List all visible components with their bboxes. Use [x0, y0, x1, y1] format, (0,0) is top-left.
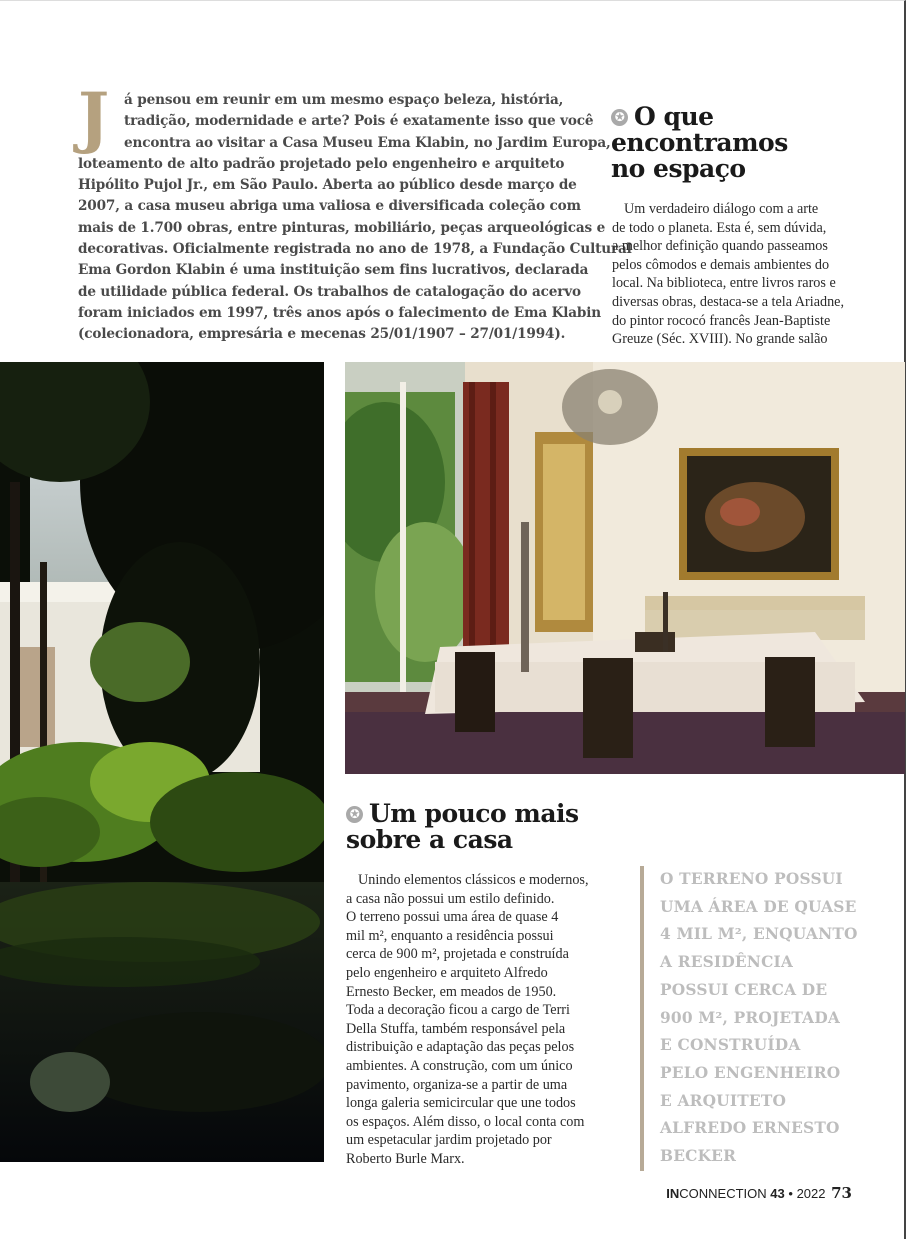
section2-body	[346, 871, 592, 1169]
pull-quote-line: ALFREDO ERNESTO	[660, 1119, 840, 1138]
intro-paragraph	[78, 90, 632, 346]
section-title-line: no espaço	[611, 154, 746, 183]
body-line: Toda a decoração ficou a cargo de Terri	[346, 1002, 570, 1019]
issue-number: 43	[770, 1186, 785, 1201]
body-line: diversas obras, destaca-se a tela Ariadne,	[612, 293, 845, 310]
body-line: cerca de 900 m², projetada e construída	[346, 946, 569, 963]
body-line: Unindo elementos clássicos e modernos,	[358, 872, 589, 888]
section-title-um-pouco-mais	[346, 801, 626, 853]
drop-cap: J	[78, 78, 110, 156]
section1-body	[612, 200, 882, 349]
brand-name: CONNECTION	[679, 1186, 767, 1201]
intro-line: de utilidade pública federal. Os trabalhos de catalogação do acervo	[78, 283, 581, 300]
pull-quote-line: 4 MIL M², ENQUANTO	[660, 925, 858, 944]
intro-line: tradição, modernidade e arte? Pois é exatamente isso que você	[124, 113, 594, 130]
intro-line: decorativas. Oficialmente registrada no ano de 1978, a Fundação Cultural	[78, 241, 632, 258]
pull-quote	[640, 866, 900, 1171]
body-line: ambientes. A construção, com um único	[346, 1057, 573, 1074]
section-title-line: O que	[634, 102, 714, 131]
star-bullet-icon: ✪	[611, 109, 628, 126]
intro-line: á pensou em reunir em um mesmo espaço beleza, história,	[124, 92, 564, 108]
pull-quote-line: UMA ÁREA DE QUASE	[660, 897, 857, 916]
intro-line: Hipólito Pujol Jr., em São Paulo. Aberta ao público desde março de	[78, 177, 577, 194]
body-line: Um verdadeiro diálogo com a arte	[624, 201, 819, 217]
body-line: distribuição e adaptação das peças pelos	[346, 1039, 575, 1056]
body-line: a melhor definição quando passeamos	[612, 238, 828, 255]
body-line: pelos cômodos e demais ambientes do	[612, 256, 830, 273]
star-bullet-icon: ✪	[346, 806, 363, 823]
body-line: Della Stuffa, também responsável pela	[346, 1020, 566, 1037]
body-line: Roberto Burle Marx.	[346, 1150, 465, 1167]
issue-year: 2022	[796, 1186, 826, 1201]
page-footer	[666, 1184, 852, 1202]
body-line: local. Na biblioteca, entre livros raros e	[612, 275, 836, 292]
intro-line: foram iniciados em 1997, três anos após o falecimento de Ema Klabin	[78, 304, 602, 321]
pull-quote-line: A RESIDÊNCIA	[660, 953, 794, 972]
intro-line: mais de 1.700 obras, entre pinturas, mobiliário, peças arqueológicas e	[78, 219, 606, 236]
pull-quote-line: PELO ENGENHEIRO	[660, 1063, 841, 1082]
body-line: de todo o planeta. Esta é, sem dúvida,	[612, 219, 827, 236]
footer-separator: •	[788, 1186, 793, 1201]
garden-photo	[0, 362, 324, 1162]
body-line: Ernesto Becker, em meados de 1950.	[346, 983, 557, 1000]
body-line: pavimento, organiza-se a partir de uma	[346, 1076, 568, 1093]
body-line: a casa não possui um estilo definido.	[346, 890, 555, 907]
pull-quote-line: 900 M², PROJETADA	[660, 1008, 841, 1027]
intro-line: loteamento de alto padrão projetado pelo engenheiro e arquiteto	[78, 155, 565, 172]
section-title-o-que-encontramos	[611, 104, 891, 182]
section-title-line: Um pouco mais	[369, 799, 579, 828]
body-line: mil m², enquanto a residência possui	[346, 927, 554, 944]
intro-line: (colecionadora, empresária e mecenas 25/01/1907 – 27/01/1994).	[78, 326, 566, 343]
section-title-line: encontramos	[611, 128, 788, 157]
intro-line: Ema Gordon Klabin é uma instituição sem fins lucrativos, declarada	[78, 262, 589, 279]
brand-prefix: IN	[666, 1186, 680, 1201]
dining-room-photo	[345, 362, 905, 774]
pull-quote-line: POSSUI CERCA DE	[660, 980, 828, 999]
body-line: os espaços. Além disso, o local conta com	[346, 1113, 585, 1130]
body-line: um espetacular jardim projetado por	[346, 1132, 552, 1149]
body-line: O terreno possui uma área de quase 4	[346, 909, 559, 926]
section-title-line: sobre a casa	[346, 825, 513, 854]
pull-quote-line: BECKER	[660, 1147, 737, 1166]
page-number: 73	[831, 1184, 852, 1202]
intro-line: 2007, a casa museu abriga uma valiosa e diversificada coleção com	[78, 198, 581, 215]
pull-quote-line: E ARQUITETO	[660, 1091, 787, 1110]
body-line: do pintor rococó francês Jean-Baptiste	[612, 312, 831, 329]
pull-quote-line: E CONSTRUÍDA	[660, 1036, 801, 1055]
body-line: pelo engenheiro e arquiteto Alfredo	[346, 964, 548, 981]
body-line: longa galeria semicircular que une todos	[346, 1095, 576, 1112]
intro-line: encontra ao visitar a Casa Museu Ema Klabin, no Jardim Europa,	[124, 134, 611, 151]
body-line: Greuze (Séc. XVIII). No grande salão	[612, 331, 828, 348]
pull-quote-line: O TERRENO POSSUI	[660, 870, 843, 888]
